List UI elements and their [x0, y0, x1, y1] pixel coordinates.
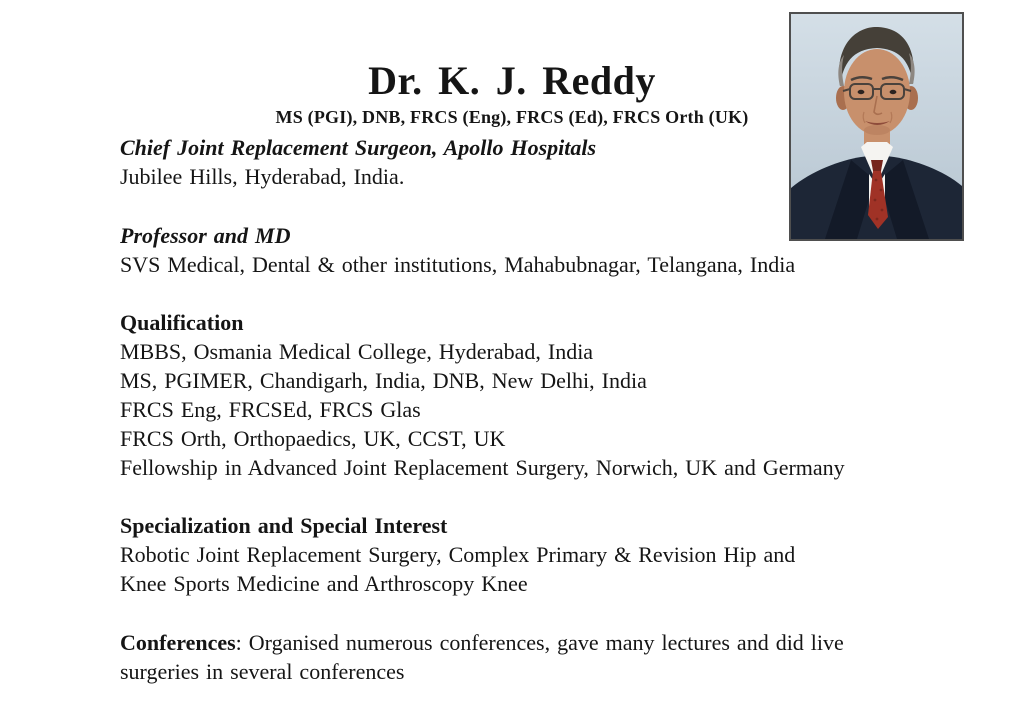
left-eye — [858, 90, 865, 94]
section-heading: Qualification — [120, 310, 244, 335]
role-professor — [120, 221, 922, 279]
section-qualification — [120, 308, 922, 482]
face — [844, 49, 910, 135]
role-detail: Jubilee Hills, Hyderabad, India. — [120, 164, 405, 189]
section-conferences — [120, 628, 922, 686]
conferences-text: Organised numerous conferences, gave many lectures and did live — [248, 630, 844, 655]
qualification-line: Fellowship in Advanced Joint Replacement Surgery, Norwich, UK and Germany — [120, 455, 845, 480]
role-title: Professor and MD — [120, 223, 291, 248]
conferences-separator: : — [235, 630, 249, 655]
role-chief-surgeon — [120, 133, 922, 191]
qualification-line: FRCS Eng, FRCSEd, FRCS Glas — [120, 397, 421, 422]
qualification-line: FRCS Orth, Orthopaedics, UK, CCST, UK — [120, 426, 506, 451]
portrait-illustration — [791, 14, 962, 239]
right-eye — [890, 90, 897, 94]
role-detail: SVS Medical, Dental & other institutions, Mahabubnagar, Telangana, India — [120, 252, 796, 277]
qualification-line: MBBS, Osmania Medical College, Hyderabad, India — [120, 339, 594, 364]
specialization-line: Knee Sports Medicine and Arthroscopy Knee — [120, 571, 528, 596]
section-heading: Conferences — [120, 630, 236, 655]
doctor-name: Dr. K. J. Reddy — [368, 58, 656, 103]
specialization-line: Robotic Joint Replacement Surgery, Complex Primary & Revision Hip and — [120, 542, 796, 567]
conferences-second-line: surgeries in several conferences — [120, 659, 405, 684]
qualification-line: MS, PGIMER, Chandigarh, India, DNB, New Delhi, India — [120, 368, 647, 393]
section-specialization — [120, 511, 922, 598]
section-heading: Specialization and Special Interest — [120, 513, 448, 538]
conferences-first-line — [120, 628, 922, 657]
doctor-credentials: MS (PGI), DNB, FRCS (Eng), FRCS (Ed), FRCS Orth (UK) — [275, 107, 749, 127]
header-block — [120, 57, 904, 128]
role-title: Chief Joint Replacement Surgeon, Apollo Hospitals — [120, 135, 597, 160]
portrait-photo — [789, 12, 964, 241]
